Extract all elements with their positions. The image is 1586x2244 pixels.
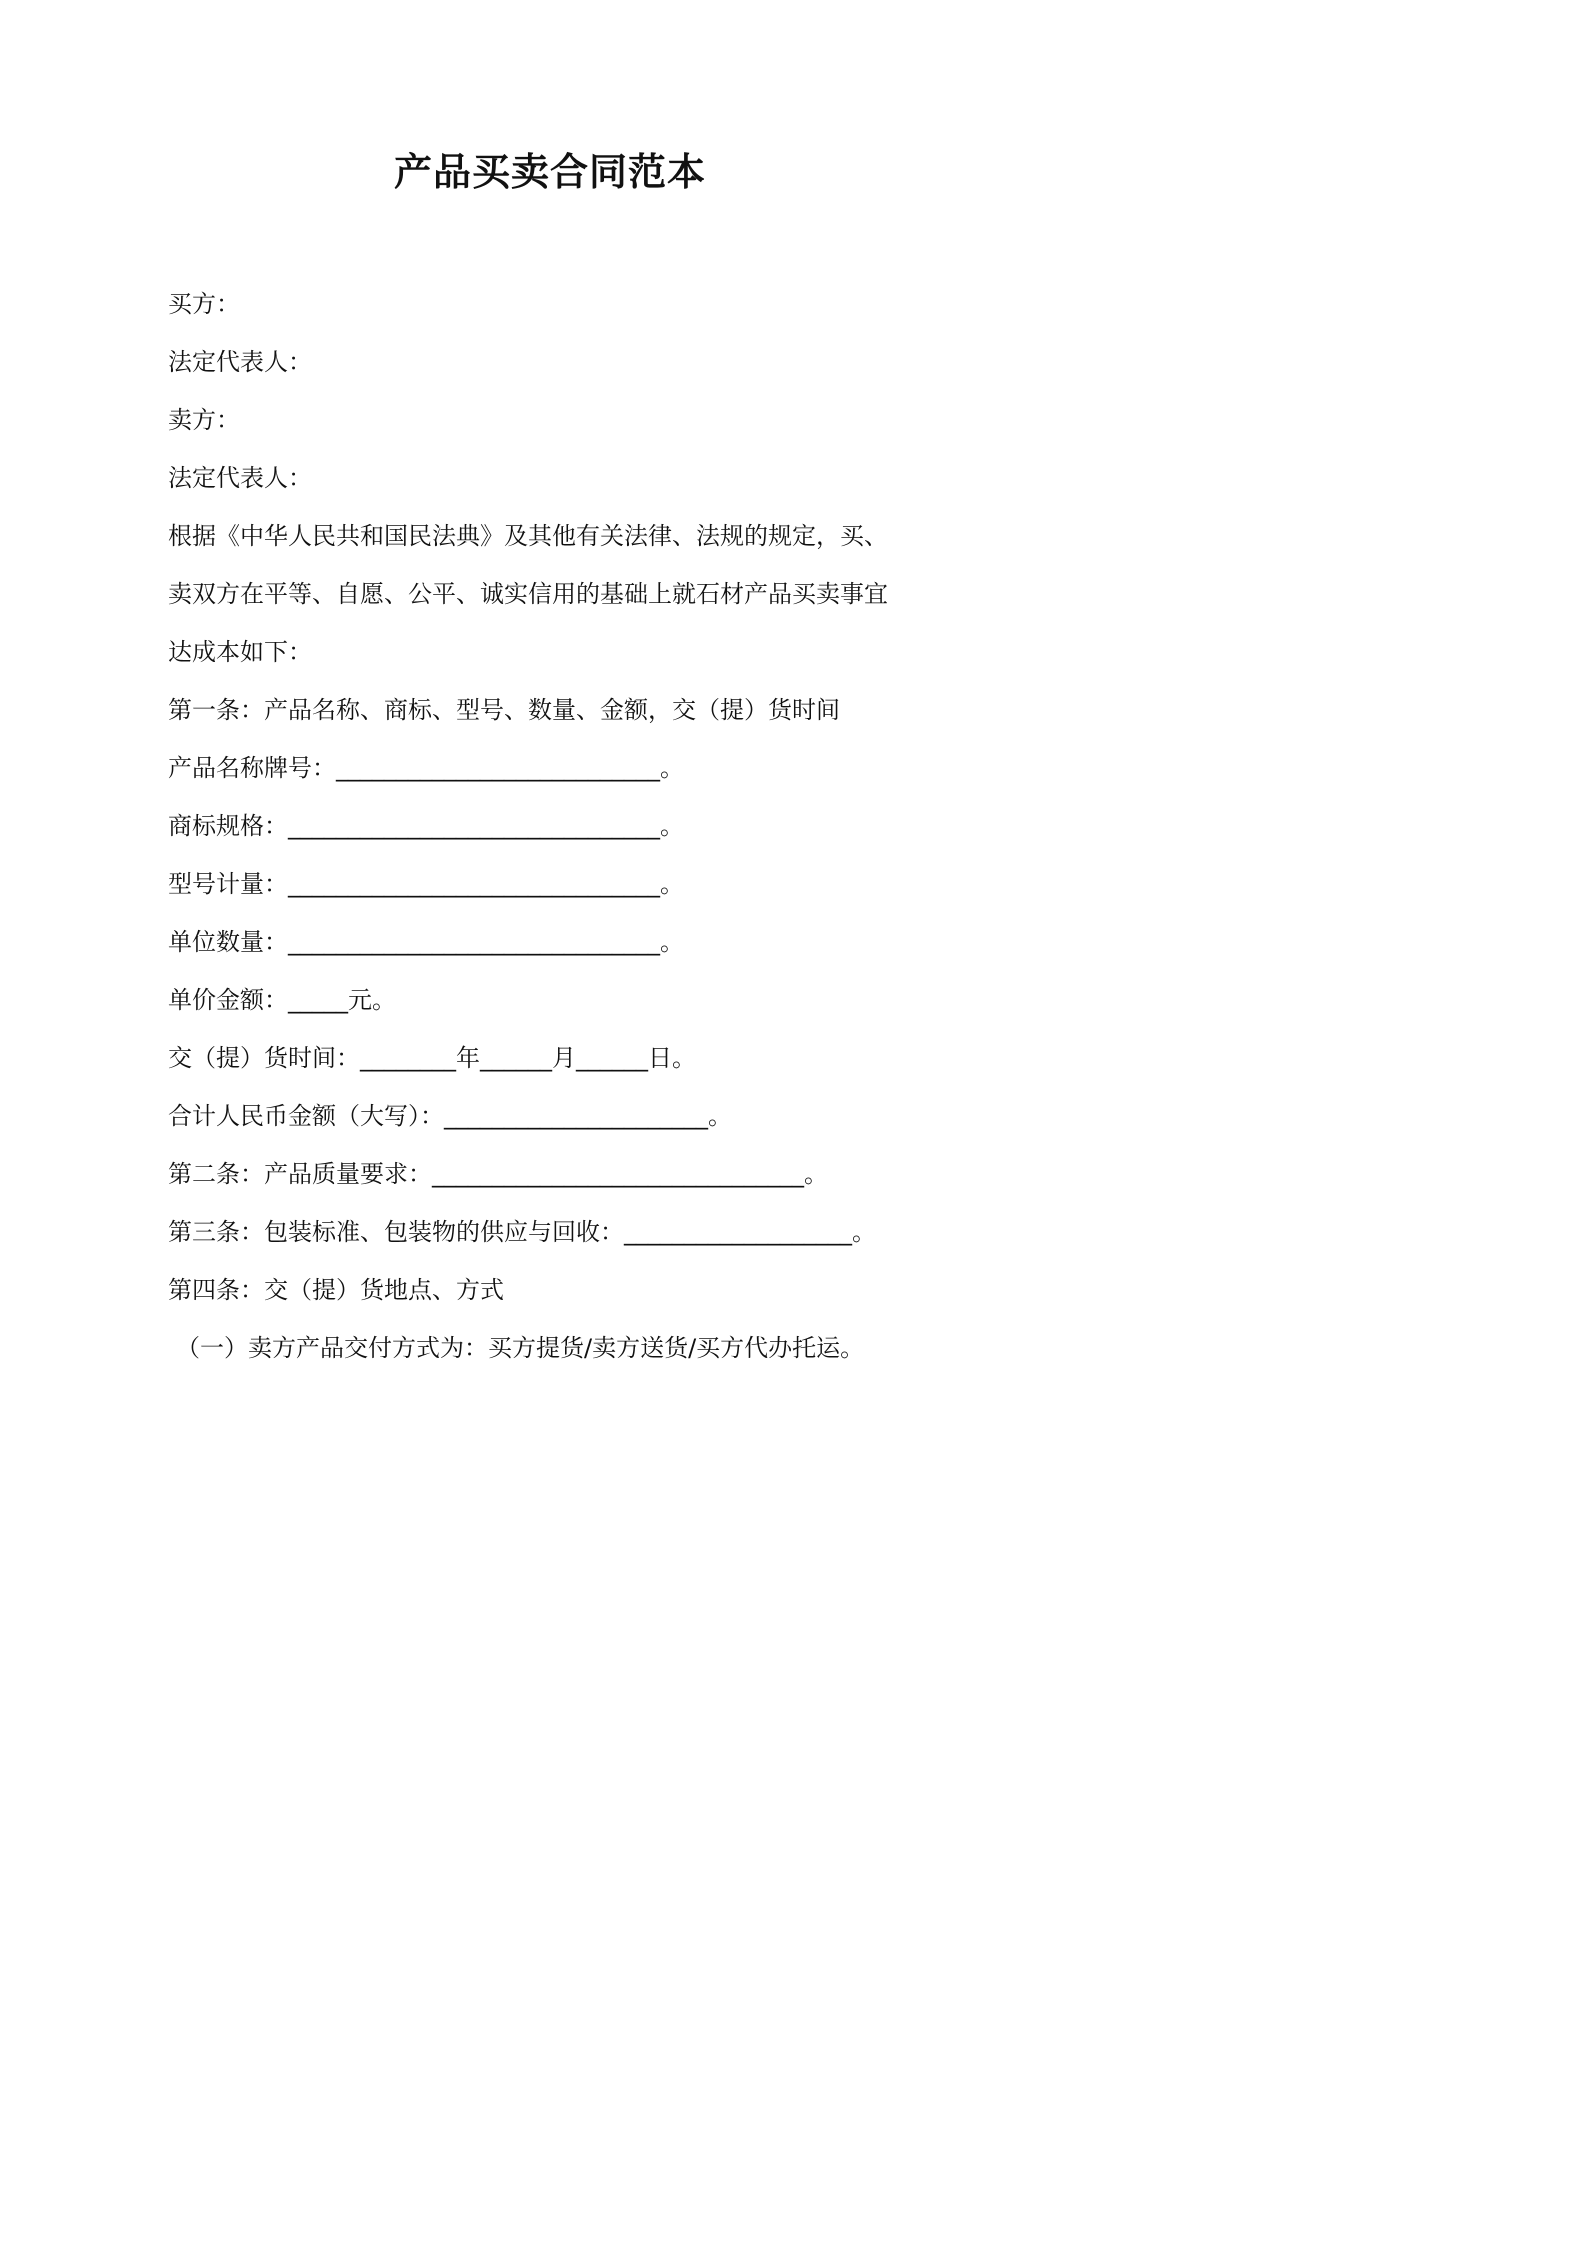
article-2-quality: 第二条：产品质量要求：_______________________________。 [168, 1160, 828, 1188]
delivery-date-field: 交（提）货时间：________年______月______日。 [168, 1044, 696, 1072]
unit-quantity-field: 单位数量：_______________________________。 [168, 928, 684, 956]
preamble-line: 卖双方在平等、自愿、公平、诚实信用的基础上就石材产品买卖事宜 [168, 580, 888, 608]
unit-price-field: 单价金额：_____元。 [168, 986, 396, 1014]
seller-legal-representative-label: 法定代表人： [168, 464, 312, 492]
article-4-heading: 第四条：交（提）货地点、方式 [168, 1276, 504, 1304]
preamble-line: 达成本如下： [168, 638, 312, 666]
document-title: 产品买卖合同范本 [393, 150, 706, 194]
total-amount-field: 合计人民币金额（大写）：______________________。 [168, 1102, 732, 1130]
model-measure-field: 型号计量：_______________________________。 [168, 870, 684, 898]
buyer-legal-representative-label: 法定代表人： [168, 348, 312, 376]
article-1-heading: 第一条：产品名称、商标、型号、数量、金额，交（提）货时间 [168, 696, 840, 724]
article-3-packaging: 第三条：包装标准、包装物的供应与回收：___________________。 [168, 1218, 876, 1246]
preamble-line: 根据《中华人民共和国民法典》及其他有关法律、法规的规定，买、 [168, 522, 888, 550]
buyer-label: 买方： [168, 290, 240, 318]
seller-label: 卖方： [168, 406, 240, 434]
trademark-spec-field: 商标规格：_______________________________。 [168, 812, 684, 840]
article-4-clause-1: （一）卖方产品交付方式为：买方提货/卖方送货/买方代办托运。 [176, 1334, 865, 1362]
product-name-field: 产品名称牌号：___________________________。 [168, 754, 684, 782]
contract-page [0, 0, 1100, 1556]
